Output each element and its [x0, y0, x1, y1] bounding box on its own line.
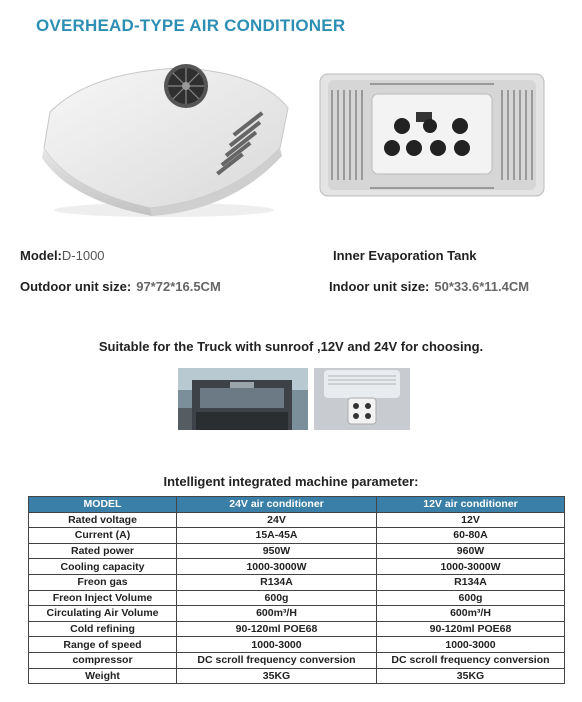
column-header: MODEL	[29, 497, 177, 513]
cell-12v: 960W	[377, 543, 565, 559]
cell-12v: 35KG	[377, 668, 565, 684]
indoor-size-value: 50*33.6*11.4CM	[434, 279, 530, 294]
table-row	[29, 621, 565, 637]
row-label: Freon Inject Volume	[29, 590, 177, 606]
cell-12v: 90-120ml POE68	[377, 621, 565, 637]
column-header: 24V air conditioner	[177, 497, 377, 513]
cell-12v: 1000-3000	[377, 637, 565, 653]
table-row	[29, 512, 565, 528]
parameter-table	[28, 496, 565, 684]
cell-24v: 35KG	[177, 668, 377, 684]
truck-cab-image	[178, 368, 308, 430]
row-label: Range of speed	[29, 637, 177, 653]
row-label: Rated power	[29, 543, 177, 559]
suitable-text: Suitable for the Truck with sunroof ,12V and 24V for choosing.	[98, 339, 484, 354]
cell-24v: 1000-3000	[177, 637, 377, 653]
row-label: Weight	[29, 668, 177, 684]
row-label: Cold refining	[29, 621, 177, 637]
cell-24v: 24V	[177, 512, 377, 528]
row-label: Freon gas	[29, 574, 177, 590]
cell-12v: 60-80A	[377, 528, 565, 544]
cell-12v: 12V	[377, 512, 565, 528]
outdoor-size-value: 97*72*16.5CM	[136, 279, 221, 294]
table-row	[29, 574, 565, 590]
cell-24v: 15A-45A	[177, 528, 377, 544]
cell-24v: 600m³/H	[177, 606, 377, 622]
table-row	[29, 637, 565, 653]
column-header: 12V air conditioner	[377, 497, 565, 513]
model-line	[20, 248, 105, 263]
cell-24v: 1000-3000W	[177, 559, 377, 575]
indoor-size-label: Indoor unit size:	[329, 279, 430, 294]
cell-12v: 600g	[377, 590, 565, 606]
parameter-title: Intelligent integrated machine parameter:	[163, 474, 419, 489]
row-label: Current (A)	[29, 528, 177, 544]
outdoor-unit-image	[30, 50, 298, 220]
table-row	[29, 652, 565, 668]
cell-24v: 950W	[177, 543, 377, 559]
page-title: OVERHEAD-TYPE AIR CONDITIONER	[36, 16, 346, 35]
cell-12v: R134A	[377, 574, 565, 590]
row-label: Circulating Air Volume	[29, 606, 177, 622]
cell-12v: DC scroll frequency conversion	[377, 652, 565, 668]
indoor-size-line	[329, 279, 529, 294]
cell-12v: 1000-3000W	[377, 559, 565, 575]
cell-24v: DC scroll frequency conversion	[177, 652, 377, 668]
table-row	[29, 528, 565, 544]
cell-12v: 600m³/H	[377, 606, 565, 622]
outdoor-size-line	[20, 279, 221, 294]
indoor-heading: Inner Evaporation Tank	[333, 248, 477, 263]
row-label: Rated voltage	[29, 512, 177, 528]
cell-24v: 90-120ml POE68	[177, 621, 377, 637]
row-label: Cooling capacity	[29, 559, 177, 575]
model-label: Model:	[20, 248, 62, 263]
outdoor-size-label: Outdoor unit size:	[20, 279, 132, 294]
cell-24v: 600g	[177, 590, 377, 606]
table-row	[29, 559, 565, 575]
table-row	[29, 668, 565, 684]
roof-unit-image	[314, 368, 410, 430]
model-value: D-1000	[61, 248, 105, 263]
table-row	[29, 590, 565, 606]
indoor-unit-image	[318, 70, 546, 200]
cell-24v: R134A	[177, 574, 377, 590]
table-header-row	[29, 497, 565, 513]
row-label: compressor	[29, 652, 177, 668]
table-row	[29, 543, 565, 559]
table-row	[29, 606, 565, 622]
